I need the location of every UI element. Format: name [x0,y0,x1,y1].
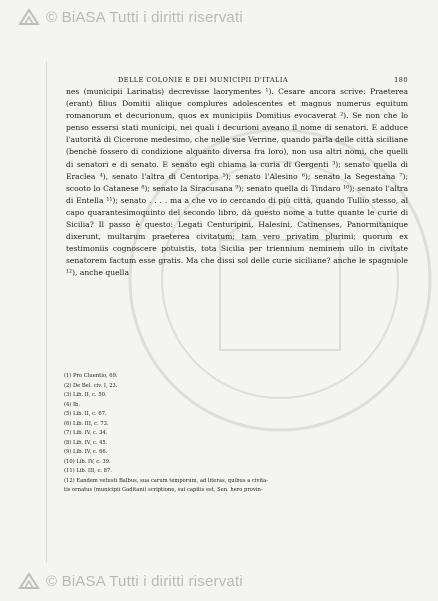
footnote: (5) Lib. II, c. 67. [64,411,107,417]
footnote: (3) Lib. II, c. 50. [64,392,107,398]
footnote: (8) Lib. IV, c. 45. [64,439,108,446]
footnote: (7) Lib. IV, c. 34. [64,430,108,436]
watermark-top [0,4,438,30]
footnote: (9) Lib. IV, c. 66. [64,449,108,455]
footnotes [64,372,408,496]
footnote: (10) Lib. IV, c. 39. [64,458,111,465]
watermark-text: © BiASA Tutti i diritti riservati [46,8,243,26]
footnote: tis ornatus (municipii Gaditani) scriptione, sui capitis est, Sen. hero provin- [64,487,263,493]
footnote: (11) Lib. III, c. 87. [64,468,112,474]
page-binding-edge [46,62,47,562]
footnote: (6) Lib. III, c. 73. [64,420,109,427]
main-text-block [66,86,408,280]
body-paragraph: nes (municipii Larinatis) decrevisse laorymentes ¹). Cesare ancora scrive: Praeterea (erant) filius Domitii aliique complures adolescentes et magnus numerus equitum romanorum et decurionum, quos ex municipiis Domitius evocaverat ²). Se non che lo penso essersi stati municipi, nei quali i decurioni aveano il nome di senatori. E adduce l'autorità di Cicerone medesimo, che nelle sue Verrine, quando parla delle città siciliane (benchè fossero di condizione alquanto diversa fra loro), non usa altri nomi, che quelli di senatori e di senato. E senato egli chiama la curia di Gergenti ³); senato quella di Eraclea ⁴), senato l'altra di Centoripa ⁵); senato l'Alesino ⁶); senato la Segestana ⁷); scooto lo Catanese ⁸); senato la Siracusana ⁹); senato quella di Tindaro ¹⁰); senato l'altra di Entella ¹¹); senato . . . . ma a che vo io cercando di più città, quando Tullio stesso, al capo quarantesimoquinto del secondo libro, dà questo nome a tutte quante le curie di Sicilia? Il passo è questo: Legati Centuripini, Halesini, Catinenses, Panormitanique dixerunt, multarum praeterea civitatum; tam vero privatim plurimi; quorum ex testimoniis cognoscere potuistis, tota Sicilia per triennium neminem ullo in civitate senatorem factum esse gratis. Ma che dissi sol delle curie siciliane? anche le spagnuole ¹²), anche quella [66,87,408,278]
biasa-logo-icon [18,8,40,26]
page-number: 180 [394,76,408,84]
footnote: (1) Pro Cluentio, 69. [64,373,118,379]
watermark-bottom [0,568,438,594]
biasa-logo-icon [18,572,40,590]
footnote: (12) Eandem vetusti Balbus, sua carum temporum, ad literas, quibus a civita- [64,477,269,484]
footnote: (2) De Bel. civ. I, 23. [64,382,118,389]
watermark-text: © BiASA Tutti i diritti riservati [46,572,243,590]
running-title: DELLE COLONIE E DEI MUNICIPII D'ITALIA [118,76,289,84]
footnote: (4) Ib. [64,401,81,408]
running-header [118,76,408,84]
